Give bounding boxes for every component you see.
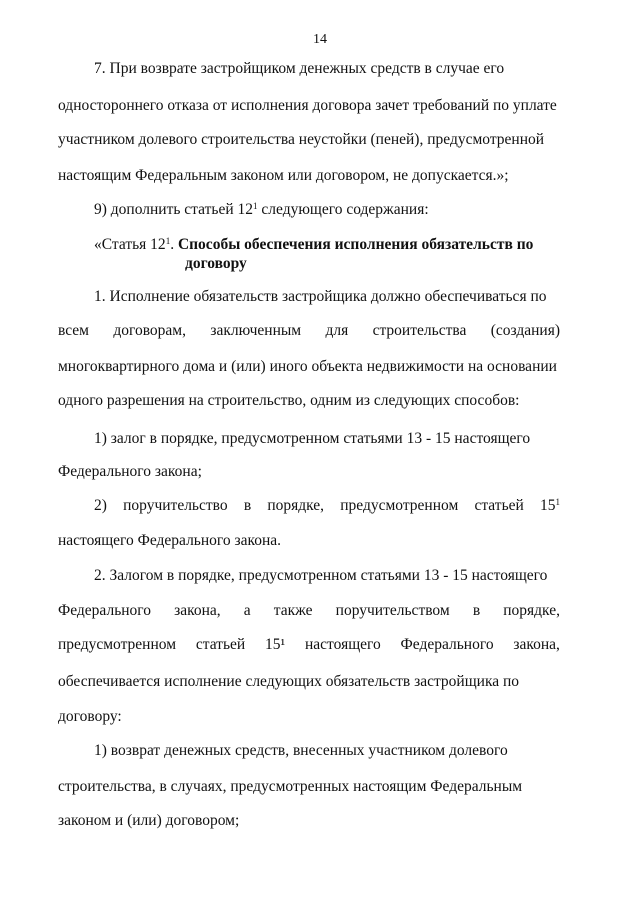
a1-2-line2: настоящего Федерального закона. <box>58 532 282 549</box>
word: поручительством <box>335 602 450 619</box>
a2-1-line1: 1) возврат денежных средств, внесенных участником долевого <box>94 742 508 759</box>
word: закона, <box>513 636 560 653</box>
a1-line2 <box>58 321 560 341</box>
word: поручительство <box>123 497 228 514</box>
word: в <box>472 602 481 619</box>
word: закона, <box>174 602 221 619</box>
p7-line4: настоящим Федеральным законом или договором, не допускается.»; <box>58 167 509 184</box>
a1-1-line1: 1) залог в порядке, предусмотренном статьями 13 - 15 настоящего <box>94 430 531 447</box>
word: всем <box>58 322 89 339</box>
p7-line3: участником долевого строительства неустойки (пеней), предусмотренной <box>58 131 545 148</box>
a2-line4: обеспечивается исполнение следующих обязательств застройщика по <box>58 673 520 690</box>
word: а <box>243 602 251 619</box>
p9-line: 9) дополнить статьей $12^1$ следующего содержания: <box>94 201 429 218</box>
a1-2-line1 <box>94 496 560 516</box>
word: порядке, <box>503 602 560 619</box>
article-heading: «Статья $12^1$. Способы обеспечения исполнения обязательств по <box>94 236 534 253</box>
word: 15¹ <box>265 636 286 653</box>
word: настоящего <box>304 636 381 653</box>
a2-line2 <box>58 601 560 621</box>
word: статьей <box>195 636 246 653</box>
word: Федерального <box>400 636 494 653</box>
word: строительства <box>372 322 467 339</box>
a1-line4: одного разрешения на строительство, одним из следующих способов: <box>58 392 520 409</box>
page-number: 14 <box>313 32 327 47</box>
a2-line3 <box>58 635 560 655</box>
a1-line3: многоквартирного дома и (или) иного объекта недвижимости на основании <box>58 358 557 375</box>
word: договорам, <box>113 322 186 339</box>
word: предусмотренном <box>340 497 459 514</box>
word: 2) <box>94 497 107 514</box>
word: (создания) <box>490 322 560 339</box>
p7-line1: 7. При возврате застройщиком денежных средств в случае его <box>94 60 505 77</box>
word: Федерального <box>58 602 152 619</box>
a2-1-line2: строительства, в случаях, предусмотренных настоящим Федеральным <box>58 778 523 795</box>
word: предусмотренном <box>58 636 177 653</box>
word: заключенным <box>210 322 302 339</box>
word: $15^1$ <box>540 497 560 514</box>
a2-line1: 2. Залогом в порядке, предусмотренном статьями 13 - 15 настоящего <box>94 567 548 584</box>
a2-1-line3: законом и (или) договором; <box>58 812 240 829</box>
p7-line2: одностороннего отказа от исполнения договора зачет требований по уплате <box>58 97 557 114</box>
word: порядке, <box>267 497 325 514</box>
word: в <box>243 497 252 514</box>
a2-line5: договору: <box>58 708 122 725</box>
word: для <box>325 322 349 339</box>
a1-line1: 1. Исполнение обязательств застройщика должно обеспечиваться по <box>94 288 547 305</box>
article-heading-line2: договору <box>185 255 247 272</box>
word: статьей <box>474 497 524 514</box>
a1-1-line2: Федерального закона; <box>58 463 202 480</box>
word: также <box>273 602 313 619</box>
